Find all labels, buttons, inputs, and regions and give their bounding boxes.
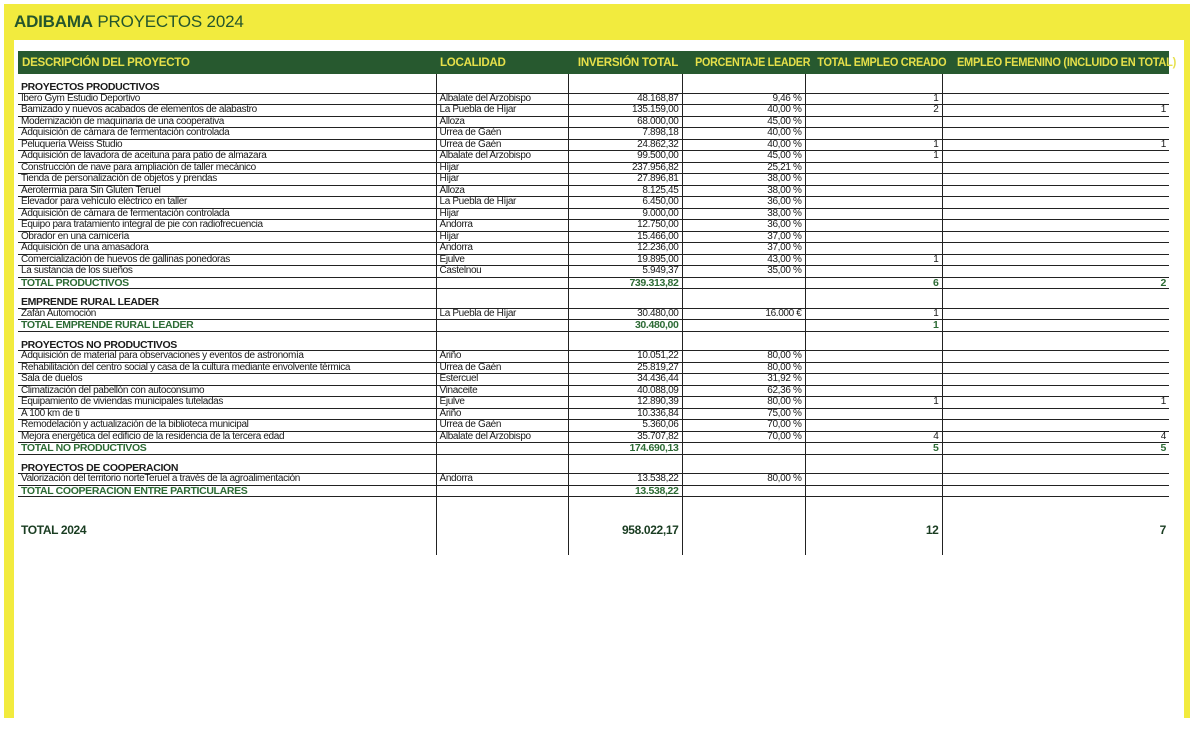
table-cell	[942, 362, 1169, 374]
table-cell	[942, 231, 1169, 243]
table-cell: 80,00 %	[682, 474, 805, 486]
table-cell: 15.466,00	[568, 231, 682, 243]
table-cell	[942, 497, 1169, 506]
table-cell	[942, 374, 1169, 386]
table-cell: 43,00 %	[682, 254, 805, 266]
table-cell	[805, 385, 942, 397]
table-cell: 12.750,00	[568, 220, 682, 232]
table-cell: TOTAL COOPERACION ENTRE PARTICULARES	[18, 485, 436, 497]
table-cell: 6.450,00	[568, 197, 682, 209]
table-cell: 75,00 %	[682, 408, 805, 420]
column-header: INVERSIÓN TOTAL	[568, 51, 682, 74]
table-cell: 10.336,84	[568, 408, 682, 420]
table-cell: Construcción de nave para ampliación de taller mecánico	[18, 162, 436, 174]
table-cell: 5.949,37	[568, 266, 682, 278]
spacer-row	[18, 497, 1169, 506]
table-cell: 2	[942, 277, 1169, 289]
table-cell	[805, 162, 942, 174]
table-cell	[682, 320, 805, 332]
table-cell: 1	[942, 105, 1169, 117]
table-cell: Albalate del Arzobispo	[436, 151, 568, 163]
table-cell: 958.022,17	[568, 505, 682, 555]
section-title: EMPRENDE RURAL LEADER	[18, 297, 436, 308]
table-cell	[436, 505, 568, 555]
table-cell	[436, 289, 568, 298]
table-cell: Andorra	[436, 220, 568, 232]
table-cell	[568, 297, 682, 308]
table-cell	[805, 185, 942, 197]
table-cell	[436, 443, 568, 455]
table-cell: Ariño	[436, 351, 568, 363]
table-row	[18, 220, 1169, 232]
table-cell: 30.480,00	[568, 308, 682, 320]
table-cell: Urrea de Gaén	[436, 362, 568, 374]
table-cell	[805, 220, 942, 232]
table-cell: 1	[805, 397, 942, 409]
table-cell: La Puebla de Híjar	[436, 308, 568, 320]
table-cell: Equipamiento de viviendas municipales tuteladas	[18, 397, 436, 409]
table-cell: 38,00 %	[682, 174, 805, 186]
table-cell	[805, 289, 942, 298]
table-cell: 25.819,27	[568, 362, 682, 374]
table-cell: Ejulve	[436, 397, 568, 409]
table-cell: 13.538,22	[568, 485, 682, 497]
table-cell	[805, 463, 942, 474]
table-cell: Adquisición de una amasadora	[18, 243, 436, 255]
section-total-row	[18, 485, 1169, 497]
table-cell	[682, 82, 805, 93]
table-cell: 70,00 %	[682, 420, 805, 432]
table-cell	[805, 454, 942, 463]
table-cell	[942, 420, 1169, 432]
table-cell: Tienda de personalización de objetos y prendas	[18, 174, 436, 186]
table-cell: Remodelación y actualización de la biblioteca municipal	[18, 420, 436, 432]
table-cell: 1	[805, 308, 942, 320]
table-cell: 45,00 %	[682, 151, 805, 163]
column-header: PORCENTAJE LEADER	[682, 51, 805, 74]
table-row	[18, 254, 1169, 266]
table-cell	[942, 74, 1169, 82]
table-cell: Alloza	[436, 116, 568, 128]
table-cell: Adquisición de cámara de fermentación controlada	[18, 128, 436, 140]
table-row	[18, 362, 1169, 374]
table-cell: 36,00 %	[682, 220, 805, 232]
table-cell: Albalate del Arzobispo	[436, 93, 568, 105]
section-heading-row	[18, 297, 1169, 308]
table-cell: 135.159,00	[568, 105, 682, 117]
table-cell: 4	[805, 431, 942, 443]
table-cell	[942, 463, 1169, 474]
section-title: PROYECTOS NO PRODUCTIVOS	[18, 340, 436, 351]
table-cell	[805, 485, 942, 497]
table-cell	[942, 254, 1169, 266]
table-cell: 35,00 %	[682, 266, 805, 278]
table-row	[18, 139, 1169, 151]
table-cell	[682, 485, 805, 497]
table-cell	[942, 185, 1169, 197]
table-cell	[436, 340, 568, 351]
table-cell	[436, 74, 568, 82]
table-cell: 27.896,81	[568, 174, 682, 186]
table-cell: 48.168,87	[568, 93, 682, 105]
table-cell	[805, 474, 942, 486]
table-cell	[805, 174, 942, 186]
table-header-row	[18, 51, 1169, 74]
table-cell: TOTAL NO PRODUCTIVOS	[18, 443, 436, 455]
section-title: PROYECTOS PRODUCTIVOS	[18, 82, 436, 93]
column-header: TOTAL EMPLEO CREADO	[805, 51, 942, 74]
table-row	[18, 351, 1169, 363]
table-cell: 1	[805, 320, 942, 332]
table-cell	[942, 220, 1169, 232]
table-cell	[682, 505, 805, 555]
table-cell: 19.895,00	[568, 254, 682, 266]
table-row	[18, 162, 1169, 174]
section-title: PROYECTOS DE COOPERACIÓN	[18, 463, 436, 474]
table-cell	[436, 297, 568, 308]
table-cell: Peluquería Weiss Studio	[18, 139, 436, 151]
table-row	[18, 128, 1169, 140]
table-cell: Híjar	[436, 174, 568, 186]
table-cell: La Puebla de Híjar	[436, 105, 568, 117]
table-cell: Urrea de Gaén	[436, 420, 568, 432]
table-row	[18, 174, 1169, 186]
table-cell: 5	[942, 443, 1169, 455]
table-cell: Adquisición de lavadora de aceituna para patio de almazara	[18, 151, 436, 163]
table-cell: 40,00 %	[682, 105, 805, 117]
table-cell	[568, 82, 682, 93]
table-cell: 80,00 %	[682, 351, 805, 363]
table-cell: 45,00 %	[682, 116, 805, 128]
table-cell	[568, 454, 682, 463]
spacer-row	[18, 454, 1169, 463]
table-cell	[942, 320, 1169, 332]
column-header: DESCRIPCIÓN DEL PROYECTO	[18, 51, 436, 74]
table-row	[18, 231, 1169, 243]
table-cell: Urrea de Gaén	[436, 128, 568, 140]
spacer-row	[18, 74, 1169, 82]
table-row	[18, 151, 1169, 163]
page-title	[14, 12, 244, 32]
table-cell: 1	[942, 397, 1169, 409]
table-cell	[682, 297, 805, 308]
table-cell	[942, 197, 1169, 209]
table-cell: 37,00 %	[682, 231, 805, 243]
table-cell: 6	[805, 277, 942, 289]
table-cell: Vinaceite	[436, 385, 568, 397]
table-cell: Valorización del territorio norteTeruel a través de la agroalimentación	[18, 474, 436, 486]
table-cell: A 100 km de ti	[18, 408, 436, 420]
table-cell: 37,00 %	[682, 243, 805, 255]
table-cell	[942, 289, 1169, 298]
table-cell: Obrador en una carnicería	[18, 231, 436, 243]
table-cell	[942, 474, 1169, 486]
table-cell	[805, 208, 942, 220]
table-cell: Ariño	[436, 408, 568, 420]
table-cell	[942, 128, 1169, 140]
table-cell: 10.051,22	[568, 351, 682, 363]
table-cell: 174.690,13	[568, 443, 682, 455]
table-cell	[805, 374, 942, 386]
column-header: LOCALIDAD	[436, 51, 568, 74]
table-cell	[942, 454, 1169, 463]
table-row	[18, 243, 1169, 255]
brand-name: ADIBAMA	[14, 12, 93, 31]
table-cell: Elevador para vehículo eléctrico en taller	[18, 197, 436, 209]
table-row	[18, 116, 1169, 128]
table-cell	[436, 82, 568, 93]
table-cell	[682, 463, 805, 474]
table-cell	[805, 116, 942, 128]
table-cell: 70,00 %	[682, 431, 805, 443]
table-cell: Zafán Automoción	[18, 308, 436, 320]
table-cell	[805, 297, 942, 308]
table-cell	[942, 82, 1169, 93]
table-cell: 4	[942, 431, 1169, 443]
table-row	[18, 397, 1169, 409]
table-cell	[805, 408, 942, 420]
table-cell	[436, 485, 568, 497]
table-cell: 5	[805, 443, 942, 455]
table-cell	[436, 454, 568, 463]
table-cell	[436, 277, 568, 289]
table-cell: 1	[805, 139, 942, 151]
table-cell: 7.898,18	[568, 128, 682, 140]
table-cell: 8.125,45	[568, 185, 682, 197]
table-cell: Adquisición de cámara de fermentación controlada	[18, 208, 436, 220]
table-cell	[682, 277, 805, 289]
table-cell	[568, 497, 682, 506]
table-cell	[805, 243, 942, 255]
table-cell: La sustancia de los sueños	[18, 266, 436, 278]
table-cell	[805, 340, 942, 351]
table-cell	[568, 289, 682, 298]
table-cell	[18, 497, 436, 506]
table-cell: 31,92 %	[682, 374, 805, 386]
table-cell: 739.313,82	[568, 277, 682, 289]
table-cell	[942, 93, 1169, 105]
table-cell	[682, 443, 805, 455]
table-cell	[805, 351, 942, 363]
table-cell	[682, 331, 805, 340]
table-cell	[942, 243, 1169, 255]
table-cell	[436, 320, 568, 332]
table-row	[18, 431, 1169, 443]
section-total-row	[18, 320, 1169, 332]
table-row	[18, 374, 1169, 386]
table-cell: 34.436,44	[568, 374, 682, 386]
column-header: EMPLEO FEMENINO (INCLUIDO EN TOTAL)	[942, 51, 1169, 74]
table-cell	[805, 497, 942, 506]
table-cell: Castelnou	[436, 266, 568, 278]
table-cell	[436, 497, 568, 506]
table-cell	[682, 340, 805, 351]
table-cell: 9.000,00	[568, 208, 682, 220]
table-cell: 80,00 %	[682, 397, 805, 409]
table-cell	[805, 331, 942, 340]
table-cell: Climatización del pabellón con autoconsumo	[18, 385, 436, 397]
table-cell: Alloza	[436, 185, 568, 197]
table-row	[18, 474, 1169, 486]
table-cell: Andorra	[436, 243, 568, 255]
table-cell	[942, 385, 1169, 397]
table-cell: Modernización de maquinaria de una cooperativa	[18, 116, 436, 128]
table-cell	[942, 408, 1169, 420]
table-cell	[436, 331, 568, 340]
table-cell	[436, 463, 568, 474]
table-cell: La Puebla de Híjar	[436, 197, 568, 209]
table-cell	[805, 74, 942, 82]
section-heading-row	[18, 463, 1169, 474]
title-subtitle: PROYECTOS 2024	[97, 12, 244, 31]
table-cell: 80,00 %	[682, 362, 805, 374]
table-cell: 1	[805, 254, 942, 266]
table-cell: 68.000,00	[568, 116, 682, 128]
table-cell: Híjar	[436, 162, 568, 174]
table-cell: TOTAL EMPRENDE RURAL LEADER	[18, 320, 436, 332]
table-cell: 40.088,09	[568, 385, 682, 397]
table-cell: 1	[942, 139, 1169, 151]
table-cell: 16.000 €	[682, 308, 805, 320]
table-cell: Sala de duelos	[18, 374, 436, 386]
table-cell: 40,00 %	[682, 139, 805, 151]
table-cell	[568, 463, 682, 474]
table-cell: TOTAL 2024	[21, 523, 87, 537]
table-cell: 12	[805, 505, 942, 555]
table-cell: 7	[942, 505, 1169, 555]
table-cell	[18, 454, 436, 463]
table-cell	[942, 297, 1169, 308]
table-cell	[682, 74, 805, 82]
table-cell: Mejora energética del edificio de la residencia de la tercera edad	[18, 431, 436, 443]
projects-table	[18, 51, 1176, 555]
table-row	[18, 208, 1169, 220]
table-cell: 35.707,82	[568, 431, 682, 443]
table-cell	[682, 289, 805, 298]
table-cell: Urrea de Gaén	[436, 139, 568, 151]
table-cell	[682, 454, 805, 463]
spacer-row	[18, 331, 1169, 340]
table-cell: 38,00 %	[682, 208, 805, 220]
table-cell: Albalate del Arzobispo	[436, 431, 568, 443]
table-row	[18, 420, 1169, 432]
table-cell: Ibero Gym Estudio Deportivo	[18, 93, 436, 105]
table-cell: Comercialización de huevos de gallinas ponedoras	[18, 254, 436, 266]
table-cell	[18, 289, 436, 298]
table-cell	[682, 497, 805, 506]
table-row	[18, 197, 1169, 209]
table-cell: 62,36 %	[682, 385, 805, 397]
table-row	[18, 308, 1169, 320]
table-cell	[805, 82, 942, 93]
table-cell	[568, 74, 682, 82]
table-cell: 13.538,22	[568, 474, 682, 486]
table-cell: 99.500,00	[568, 151, 682, 163]
table-cell: 25,21 %	[682, 162, 805, 174]
table-cell	[568, 331, 682, 340]
table-cell: 1	[805, 93, 942, 105]
table-cell	[805, 128, 942, 140]
table-cell	[942, 162, 1169, 174]
table-cell: Híjar	[436, 231, 568, 243]
spacer-row	[18, 289, 1169, 298]
table-cell: TOTAL PRODUCTIVOS	[18, 277, 436, 289]
table-cell	[18, 74, 436, 82]
table-cell	[942, 340, 1169, 351]
table-row	[18, 408, 1169, 420]
table-cell	[942, 151, 1169, 163]
section-heading-row	[18, 340, 1169, 351]
section-heading-row	[18, 82, 1169, 93]
table-cell: 30.480,00	[568, 320, 682, 332]
table-cell: 1	[805, 151, 942, 163]
table-cell	[805, 231, 942, 243]
table-cell	[568, 340, 682, 351]
table-cell: 5.360,06	[568, 420, 682, 432]
table-cell: Estercuel	[436, 374, 568, 386]
table-row	[18, 266, 1169, 278]
table-cell: 40,00 %	[682, 128, 805, 140]
table-body	[18, 74, 1169, 555]
table-cell	[805, 197, 942, 209]
table-cell	[942, 308, 1169, 320]
table-cell: Equipo para tratamiento integral de pie con radiofrecuencia	[18, 220, 436, 232]
table-cell	[942, 208, 1169, 220]
table-cell: Adquisición de material para observaciones y eventos de astronomía	[18, 351, 436, 363]
section-total-row	[18, 443, 1169, 455]
table-cell: Aerotermia para Sin Gluten Teruel	[18, 185, 436, 197]
table-cell: 36,00 %	[682, 197, 805, 209]
table-cell: Bamizado y nuevos acabados de elementos de alabastro	[18, 105, 436, 117]
table-cell: Rehabilitación del centro social y casa de la cultura mediante envolvente térmica	[18, 362, 436, 374]
table-cell	[942, 116, 1169, 128]
table-cell	[942, 485, 1169, 497]
table-cell	[18, 331, 436, 340]
section-total-row	[18, 277, 1169, 289]
table-cell: Ejulve	[436, 254, 568, 266]
table-row	[18, 93, 1169, 105]
table-row	[18, 105, 1169, 117]
table-cell	[805, 266, 942, 278]
table-cell	[805, 420, 942, 432]
table-cell: 24.862,32	[568, 139, 682, 151]
table-cell	[942, 266, 1169, 278]
table-cell	[942, 174, 1169, 186]
table-cell: 9,46 %	[682, 93, 805, 105]
table-cell: 237.956,82	[568, 162, 682, 174]
table-cell	[942, 351, 1169, 363]
table-cell: Híjar	[436, 208, 568, 220]
table-cell: Andorra	[436, 474, 568, 486]
table-row	[18, 185, 1169, 197]
table-cell	[942, 331, 1169, 340]
table-cell: 12.890,39	[568, 397, 682, 409]
grand-total-row	[18, 505, 1169, 555]
table-cell: 12.236,00	[568, 243, 682, 255]
table-cell: 38,00 %	[682, 185, 805, 197]
table-cell	[805, 362, 942, 374]
table-cell: 2	[805, 105, 942, 117]
table-row	[18, 385, 1169, 397]
